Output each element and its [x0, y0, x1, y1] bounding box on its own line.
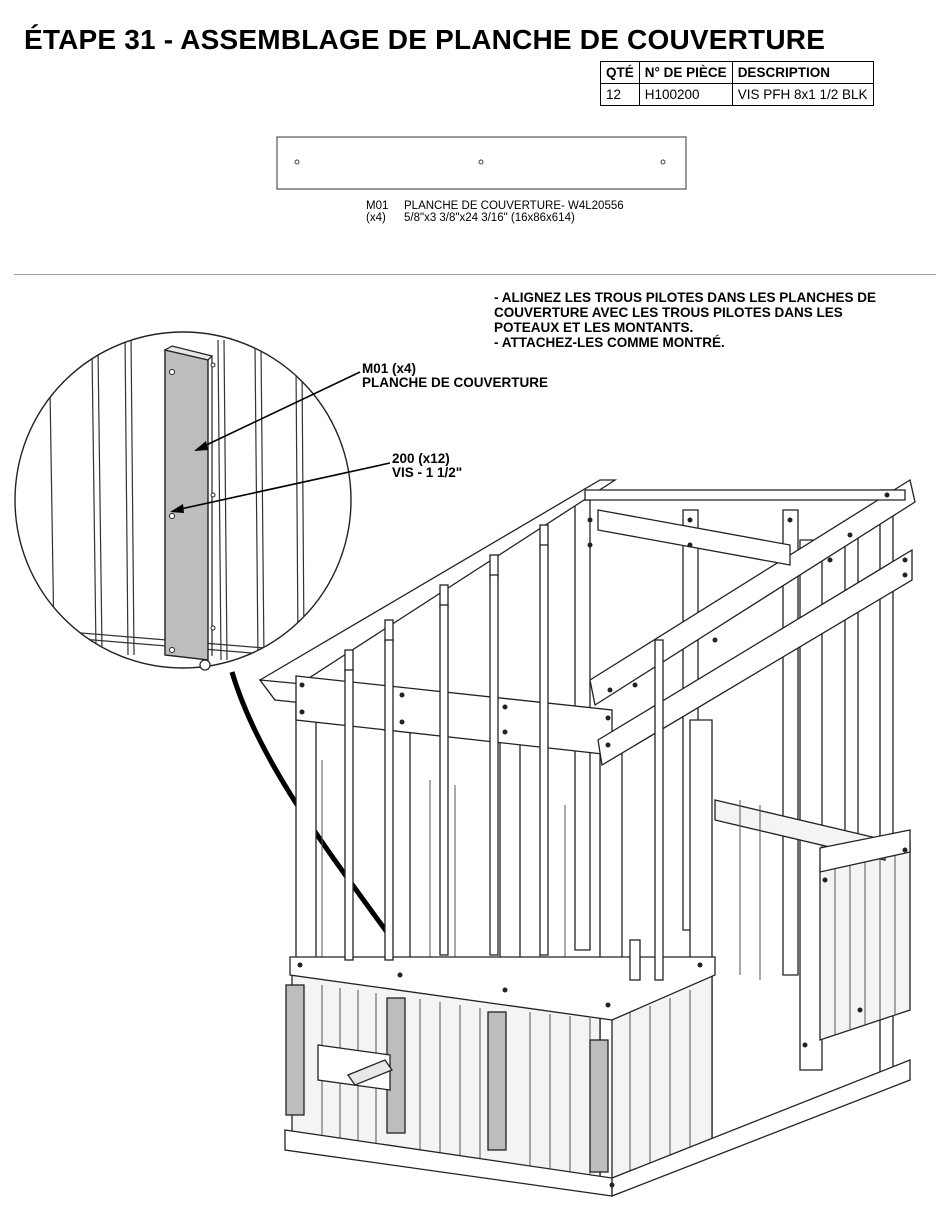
- board-dims: 5/8"x3 3/8"x24 3/16" (16x86x614): [404, 212, 575, 224]
- callout-screw-line1: 200 (x12): [392, 451, 450, 466]
- callout-screw-line2: VIS - 1 1/2": [392, 465, 463, 480]
- board-qty: (x4): [366, 212, 386, 224]
- playhouse-frame: [260, 480, 915, 1196]
- cell-qty: 12: [601, 84, 640, 106]
- callout-board-line1: M01 (x4): [362, 361, 417, 376]
- callout-board-line2: PLANCHE DE COUVERTURE: [362, 375, 549, 390]
- page-title: ÉTAPE 31 - ASSEMBLAGE DE PLANCHE DE COUVERTURE: [24, 24, 826, 55]
- cell-part-number: H100200: [639, 84, 732, 106]
- cell-description: VIS PFH 8x1 1/2 BLK: [732, 84, 873, 106]
- instruction-line: - ALIGNEZ LES TROUS PILOTES DANS LES PLANCHES DE: [494, 290, 877, 305]
- header-part-number: N° DE PIÈCE: [639, 62, 732, 84]
- header-qty: QTÉ: [601, 62, 640, 84]
- instruction-line: POTEAUX ET LES MONTANTS.: [494, 320, 694, 335]
- board-name: PLANCHE DE COUVERTURE- W4L20556: [404, 200, 624, 212]
- instruction-line: COUVERTURE AVEC LES TROUS PILOTES DANS LES: [494, 305, 843, 320]
- board-code: M01: [366, 200, 389, 212]
- header-description: DESCRIPTION: [732, 62, 873, 84]
- instruction-line: - ATTACHEZ-LES COMME MONTRÉ.: [494, 335, 725, 350]
- board-part-drawing: [277, 137, 686, 189]
